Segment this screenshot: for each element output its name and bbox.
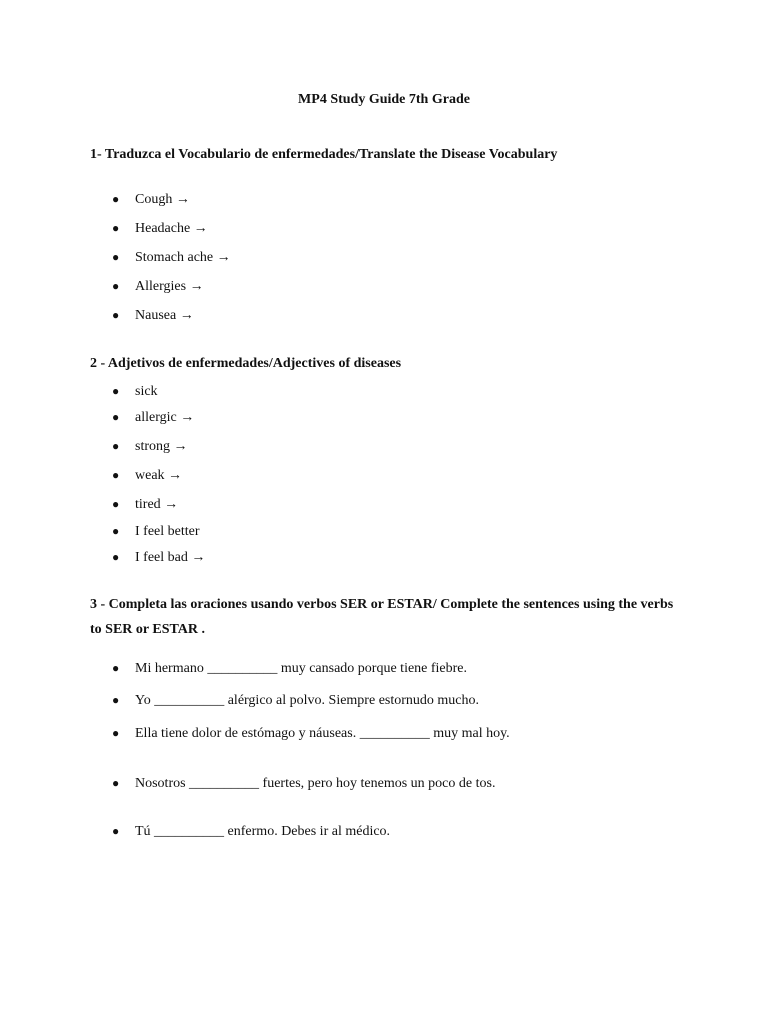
adjective-item-feel-better [112,524,200,540]
vocab-item-text: Headache → [135,221,208,236]
section-heading-2: 2 - Adjetivos de enfermedades/Adjectives of diseases [90,356,402,371]
adjective-item-strong [112,439,188,455]
sentence-item-text: Nosotros __________ fuertes, pero hoy tenemos un poco de tos. [135,776,496,791]
sentence-item-text: Tú __________ enfermo. Debes ir al médico. [135,824,391,839]
bullet-icon: ● [112,550,120,564]
section-heading-3: 3 - Completa las oraciones usando verbos SER or ESTAR/ Complete the sentences using the verbs to SER or ESTAR . [90,597,674,637]
sentence-item-2 [112,693,479,709]
vocab-item-stomach-ache [112,250,231,266]
bullet-icon: ● [112,221,120,235]
adjective-item-text: allergic → [135,410,195,425]
section-heading-1: 1- Traduzca el Vocabulario de enfermedades/Translate the Disease Vocabulary [90,147,558,162]
vocab-item-allergies [112,279,204,295]
vocab-item-nausea [112,308,194,324]
sentence-item-text: Ella tiene dolor de estómago y náuseas. __________ muy mal hoy. [135,726,510,741]
bullet-icon: ● [112,524,120,538]
adjective-item-text: weak → [135,468,183,483]
page-title: MP4 Study Guide 7th Grade [298,92,470,107]
adjective-item-text: tired → [135,497,179,512]
bullet-icon: ● [112,410,120,424]
bullet-icon: ● [112,308,120,322]
adjective-item-tired [112,497,178,513]
sentence-item-3 [112,726,510,742]
bullet-icon: ● [112,497,120,511]
sentence-item-4 [112,776,495,792]
adjective-item-text: strong → [135,439,188,454]
bullet-icon: ● [112,439,120,453]
vocab-item-cough [112,192,190,208]
adjective-item-text: sick [135,384,158,399]
bullet-icon: ● [112,468,120,482]
adjective-item-weak [112,468,182,484]
adjective-item-text: I feel better [135,524,200,539]
sentence-item-1 [112,661,467,677]
vocab-item-text: Allergies → [135,279,204,294]
bullet-icon: ● [112,824,120,838]
sentence-item-5 [112,824,390,840]
bullet-icon: ● [112,384,120,398]
adjective-item-sick [112,384,158,400]
sentence-item-text: Mi hermano __________ muy cansado porque tiene fiebre. [135,661,468,676]
bullet-icon: ● [112,250,120,264]
adjective-item-allergic [112,410,194,426]
vocab-item-text: Stomach ache → [135,250,231,265]
vocab-item-text: Cough → [135,192,190,207]
bullet-icon: ● [112,693,120,707]
bullet-icon: ● [112,192,120,206]
sentence-item-text: Yo __________ alérgico al polvo. Siempre estornudo mucho. [135,693,480,708]
adjective-item-feel-bad [112,550,205,566]
bullet-icon: ● [112,661,120,675]
vocab-item-headache [112,221,208,237]
vocab-item-text: Nausea → [135,308,194,323]
bullet-icon: ● [112,776,120,790]
bullet-icon: ● [112,726,120,740]
bullet-icon: ● [112,279,120,293]
adjective-item-text: I feel bad → [135,550,206,565]
